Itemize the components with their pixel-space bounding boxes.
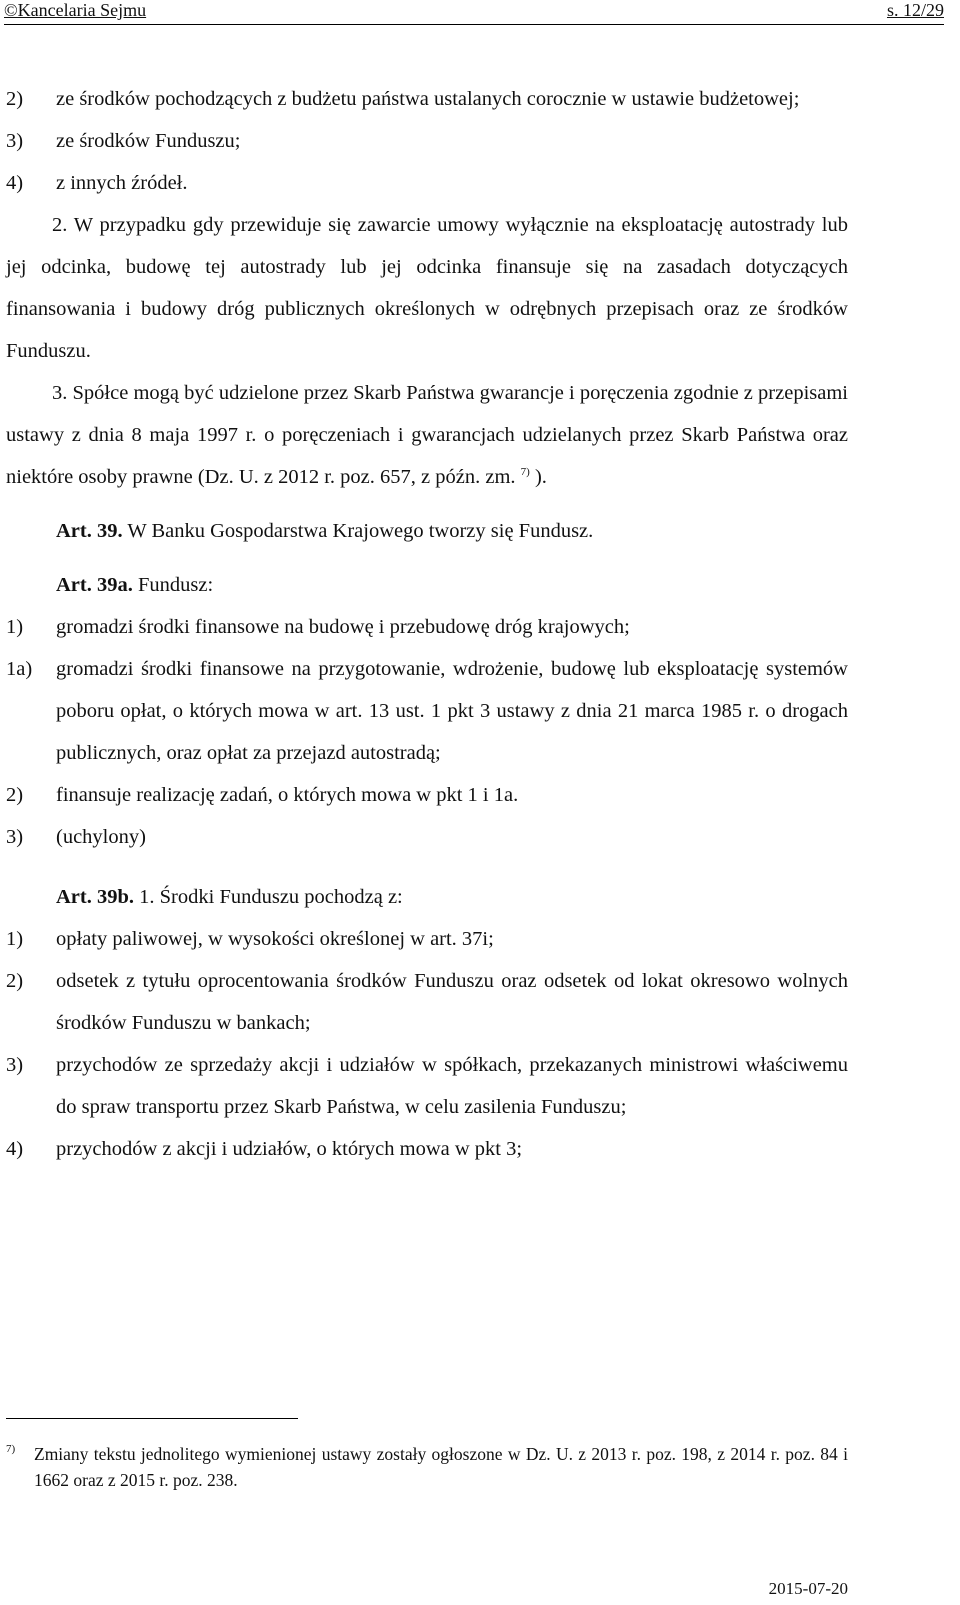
- list-item: 1) opłaty paliwowej, w wysokości określonej w art. 37i;: [6, 928, 494, 950]
- footnote: [6, 1441, 848, 1493]
- article-39a: Art. 39a. Fundusz:: [56, 574, 214, 596]
- article-39: Art. 39. W Banku Gospodarstwa Krajowego tworzy się Fundusz.: [56, 520, 594, 542]
- list-item: 3) (uchylony): [6, 826, 146, 848]
- list-item: 2) ze środków pochodzących z budżetu państwa ustalanych corocznie w ustawie budżetowej;: [6, 88, 800, 110]
- list-item: 2) finansuje realizację zadań, o których mowa w pkt 1 i 1a.: [6, 784, 519, 806]
- footnote-ref[interactable]: 7): [520, 466, 530, 478]
- list-item: 2) odsetek z tytułu oprocentowania środków Funduszu oraz odsetek od lokat okresowo wolnych środków Funduszu w bankach;: [6, 970, 848, 1034]
- page-header: [4, 0, 944, 25]
- list-item: 4) przychodów z akcji i udziałów, o których mowa w pkt 3;: [6, 1138, 523, 1160]
- footnote-number: 7): [6, 1443, 16, 1455]
- article-label: Art. 39b.: [56, 886, 135, 908]
- list-item: 1) gromadzi środki finansowe na budowę i przebudowę dróg krajowych;: [6, 616, 630, 638]
- list-item: 1a) gromadzi środki finansowe na przygotowanie, wdrożenie, budowę lub eksploatację systemów poboru opłat, o których mowa w art. 13 ust. 1 pkt 3 ustawy z dnia 21 marca 1985 r. o drogach publicznych, oraz opłat za przejazd autostradą;: [6, 658, 848, 764]
- article-label: Art. 39.: [56, 520, 123, 542]
- paragraph-3: 3. Spółce mogą być udzielone przez Skarb Państwa gwarancje i poręczenia zgodnie z przepisami ustawy z dnia 8 maja 1997 r. o poręczeniach i gwarancjach udzielanych przez Skarb Państwa oraz niektóre osoby prawne (Dz. U. z 2012 r. poz. 657, z późn. zm. $^{7)}$ ).: [6, 382, 848, 488]
- list-item: 4) z innych źródeł.: [6, 172, 188, 194]
- article-39b: Art. 39b. 1. Środki Funduszu pochodzą z:: [56, 886, 403, 908]
- article-label: Art. 39a.: [56, 574, 133, 596]
- list-item: 3) przychodów ze sprzedaży akcji i udziałów w spółkach, przekazanych ministrowi właściwemu do spraw transportu przez Skarb Państwa, w celu zasilenia Funduszu;: [6, 1054, 848, 1118]
- copyright-link[interactable]: ©Kancelaria Sejmu: [4, 0, 147, 20]
- document-body: [6, 78, 848, 1170]
- paragraph-2: 2. W przypadku gdy przewiduje się zawarcie umowy wyłącznie na eksploatację autostrady lub jej odcinka, budowę tej autostrady lub jej odcinka finansuje się na zasadach dotyczących finansowania i budowy dróg publicznych określonych w odrębnych przepisach oraz ze środków Funduszu.: [6, 214, 848, 362]
- list-item: 3) ze środków Funduszu;: [6, 130, 241, 152]
- footnote-divider: [6, 1418, 298, 1419]
- footnote-text: Zmiany tekstu jednolitego wymienionej ustawy zostały ogłoszone w Dz. U. z 2013 r. poz. 198, z 2014 r. poz. 84 i 1662 oraz z 2015 r. poz. 238.: [34, 1444, 848, 1490]
- page-number: s. 12/29: [886, 0, 944, 20]
- document-date: 2015-07-20: [768, 1579, 848, 1598]
